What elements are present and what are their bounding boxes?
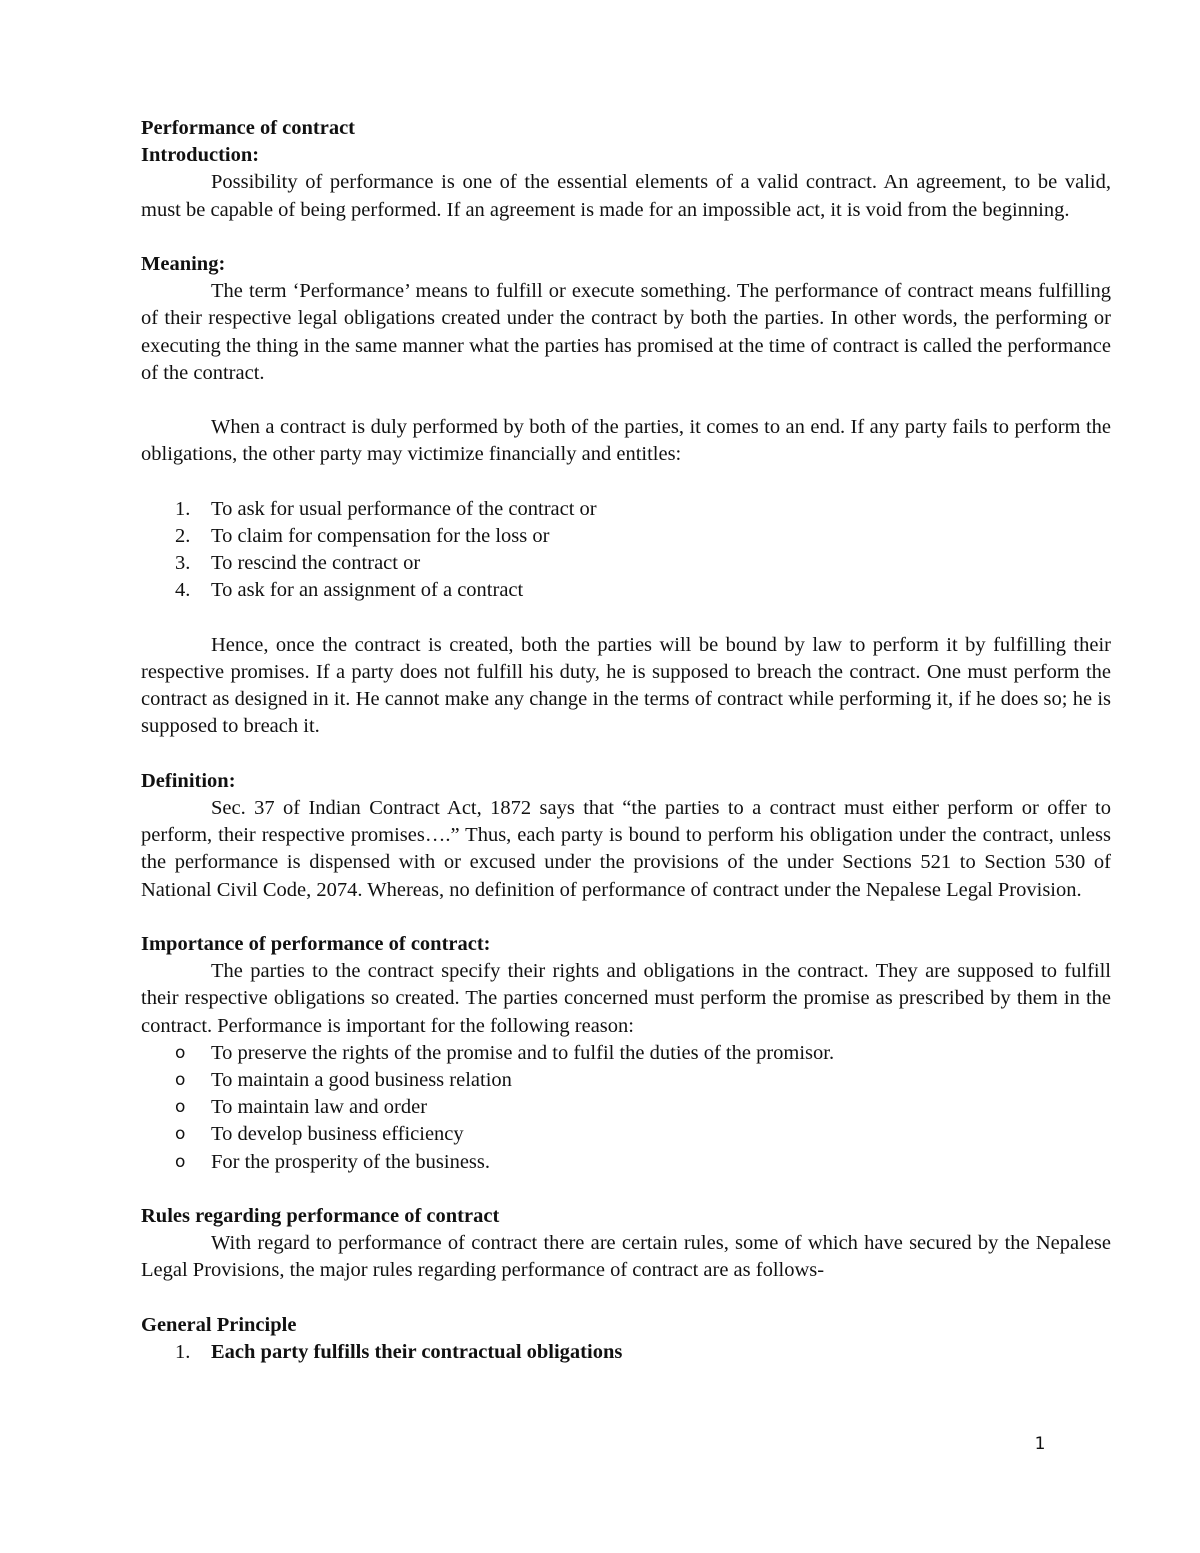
list-item [141,1040,1111,1067]
bullet-icon: o [175,1070,186,1091]
meaning-heading: Meaning: [141,253,226,275]
importance-paragraph: The parties to the contract specify their rights and obligations in the contract. They are supposed to fulfill their respective obligations so created. The parties concerned must perform the promise as prescribed by them in the contract. Performance is important for the following reason: [141,960,1111,1037]
list-item [141,1094,1111,1121]
list-item-text: To ask for usual performance of the contract or [211,497,597,520]
meaning-paragraph-2: When a contract is duly performed by both of the parties, it comes to an end. If any party fails to perform the obligations, the other party may victimize financially and entitles: [141,416,1111,466]
list-item-text: To claim for compensation for the loss or [211,525,550,547]
importance-heading: Importance of performance of contract: [141,933,491,955]
list-item [141,1339,1111,1366]
list-item-text: To maintain a good business relation [211,1069,512,1092]
bullet-icon: o [175,1042,186,1063]
meaning-paragraph-3: Hence, once the contract is created, both the parties will be bound by law to perform it by fulfilling their respective promises. If a party does not fulfill his duty, he is supposed to breach the contract. One must perform the contract as designed in it. He cannot make any change in the terms of contract while performing it, if he does so; he is supposed to breach it. [141,633,1111,738]
list-number: 2. [175,525,191,547]
list-item-text: To develop business efficiency [211,1123,464,1146]
list-item [141,1149,1111,1176]
bullet-icon: o [175,1124,186,1145]
list-item [141,523,1111,550]
list-item-text: To maintain law and order [211,1096,428,1119]
list-item-text: To preserve the rights of the promise and to fulfil the duties of the promisor. [211,1041,835,1064]
introduction-heading: Introduction: [141,144,260,167]
list-item [141,1121,1111,1148]
general-principle-heading: General Principle [141,1313,297,1336]
bullet-icon: o [175,1151,186,1172]
list-number: 1. [175,497,191,520]
rules-paragraph: With regard to performance of contract there are certain rules, some of which have secured by the Nepalese Legal Provisions, the major rules regarding performance of contract are as follows- [141,1232,1111,1282]
list-item [141,577,1111,604]
rules-heading: Rules regarding performance of contract [141,1205,500,1228]
meaning-paragraph-1: The term ‘Performance’ means to fulfill or execute something. The performance of contract means fulfilling of their respective legal obligations created under the contract by both the parties. In other words, the performing or executing the thing in the same manner what the parties has promised at the time of contract is called the performance of the contract. [141,280,1111,384]
list-item-text: Each party fulfills their contractual obligations [211,1341,623,1364]
remedies-list [141,496,1111,605]
introduction-paragraph: Possibility of performance is one of the essential elements of a valid contract. An agreement, to be valid, must be capable of being performed. If an agreement is made for an impossible act, it is void from the beginning. [141,171,1111,221]
definition-paragraph: Sec. 37 of Indian Contract Act, 1872 says that “the parties to a contract must either perform or offer to perform, their respective promises….” Thus, each party is bound to perform his obligation under the contract, unless the performance is dispensed with or excused under the provisions of the under Sections 521 to Section 530 of National Civil Code, 2074. Whereas, no definition of performance of contract under the Nepalese Legal Provision. [141,797,1111,901]
list-item-text: To rescind the contract or [211,552,421,575]
list-item [141,1067,1111,1094]
bullet-icon: o [175,1097,186,1118]
list-number: 3. [175,552,191,575]
document-body [141,115,1111,1366]
document-title: Performance of contract [141,117,355,139]
importance-list [141,1040,1111,1176]
list-item-text: To ask for an assignment of a contract [211,579,524,602]
general-principle-list [141,1339,1111,1366]
list-item-text: For the prosperity of the business. [211,1150,490,1173]
list-item [141,550,1111,577]
page-number: 1 [1034,1434,1046,1454]
list-item [141,496,1111,523]
list-number: 4. [175,579,191,602]
list-number: 1. [175,1341,191,1364]
definition-heading: Definition: [141,769,236,792]
